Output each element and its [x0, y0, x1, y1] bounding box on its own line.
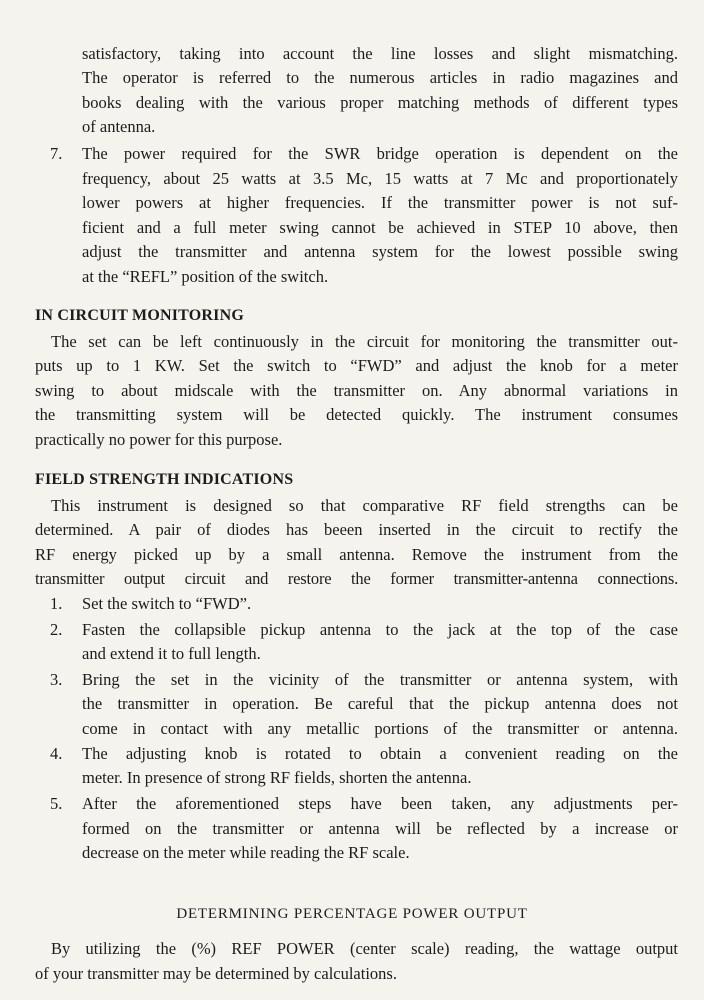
monitoring-line-1: The set can be left continuously in the circuit for monitoring the transmitter out-	[51, 332, 678, 351]
percentage-line-2: of your transmitter may be determined by calculations.	[35, 964, 397, 983]
step-2-number: 2.	[50, 620, 63, 639]
step-2-line-1: Fasten the collapsible pickup antenna to the jack at the top of the case	[82, 620, 678, 639]
step-5-number: 5.	[50, 794, 63, 813]
continuation-line-1: satisfactory, taking into account the line losses and slight mismatching.	[82, 44, 678, 63]
step-5-line-2: formed on the transmitter or antenna will be reflected by a increase or	[82, 819, 678, 838]
item-7-line-4: ficient and a full meter swing cannot be achieved in STEP 10 above, then	[82, 218, 678, 237]
step-3-line-3: come in contact with any metallic portions of the transmitter or antenna.	[82, 719, 678, 738]
item-7-number: 7.	[50, 144, 63, 163]
step-5-line-1: After the aforementioned steps have been taken, any adjustments per-	[82, 794, 678, 813]
field-line-2: determined. A pair of diodes has beeen inserted in the circuit to rectify the	[35, 520, 678, 539]
step-3-number: 3.	[50, 670, 63, 689]
monitoring-line-5: practically no power for this purpose.	[35, 430, 283, 449]
field-heading: FIELD STRENGTH INDICATIONS	[35, 471, 294, 488]
item-7-line-6: at the “REFL” position of the switch.	[82, 267, 329, 286]
step-3-line-2: the transmitter in operation. Be careful that the pickup antenna does not	[82, 694, 678, 713]
continuation-line-4: of antenna.	[82, 117, 156, 136]
step-1-line-1: Set the switch to “FWD”.	[82, 594, 252, 613]
item-7-line-2: frequency, about 25 watts at 3.5 Mc, 15 watts at 7 Mc and proportionately	[82, 169, 678, 188]
step-5-line-3: decrease on the meter while reading the RF scale.	[82, 843, 410, 862]
step-4-line-1: The adjusting knob is rotated to obtain a convenient reading on the	[82, 744, 678, 763]
percentage-line-1: By utilizing the (%) REF POWER (center scale) reading, the wattage output	[51, 939, 678, 958]
step-4-number: 4.	[50, 744, 63, 763]
field-line-4: transmitter output circuit and restore the former transmitter-antenna connections.	[35, 569, 678, 588]
monitoring-heading: IN CIRCUIT MONITORING	[35, 307, 244, 324]
item-7-line-3: lower powers at higher frequencies. If the transmitter power is not suf-	[82, 193, 678, 212]
monitoring-line-4: the transmitting system will be detected quickly. The instrument consumes	[35, 405, 678, 424]
field-line-3: RF energy picked up by a small antenna. Remove the instrument from the	[35, 545, 678, 564]
percentage-heading: DETERMINING PERCENTAGE POWER OUTPUT	[176, 906, 528, 922]
monitoring-line-2: puts up to 1 KW. Set the switch to “FWD” and adjust the knob for a meter	[35, 356, 678, 375]
item-7-line-5: adjust the transmitter and antenna system for the lowest possible swing	[82, 242, 678, 261]
step-4-line-2: meter. In presence of strong RF fields, shorten the antenna.	[82, 768, 472, 787]
step-2-line-2: and extend it to full length.	[82, 644, 261, 663]
step-1-number: 1.	[50, 594, 63, 613]
monitoring-line-3: swing to about midscale with the transmitter on. Any abnormal variations in	[35, 381, 678, 400]
field-line-1: This instrument is designed so that comparative RF field strengths can be	[51, 496, 678, 515]
continuation-line-3: books dealing with the various proper matching methods of different types	[82, 93, 678, 112]
continuation-line-2: The operator is referred to the numerous articles in radio magazines and	[82, 68, 678, 87]
item-7-line-1: The power required for the SWR bridge operation is dependent on the	[82, 144, 678, 163]
step-3-line-1: Bring the set in the vicinity of the transmitter or antenna system, with	[82, 670, 678, 689]
